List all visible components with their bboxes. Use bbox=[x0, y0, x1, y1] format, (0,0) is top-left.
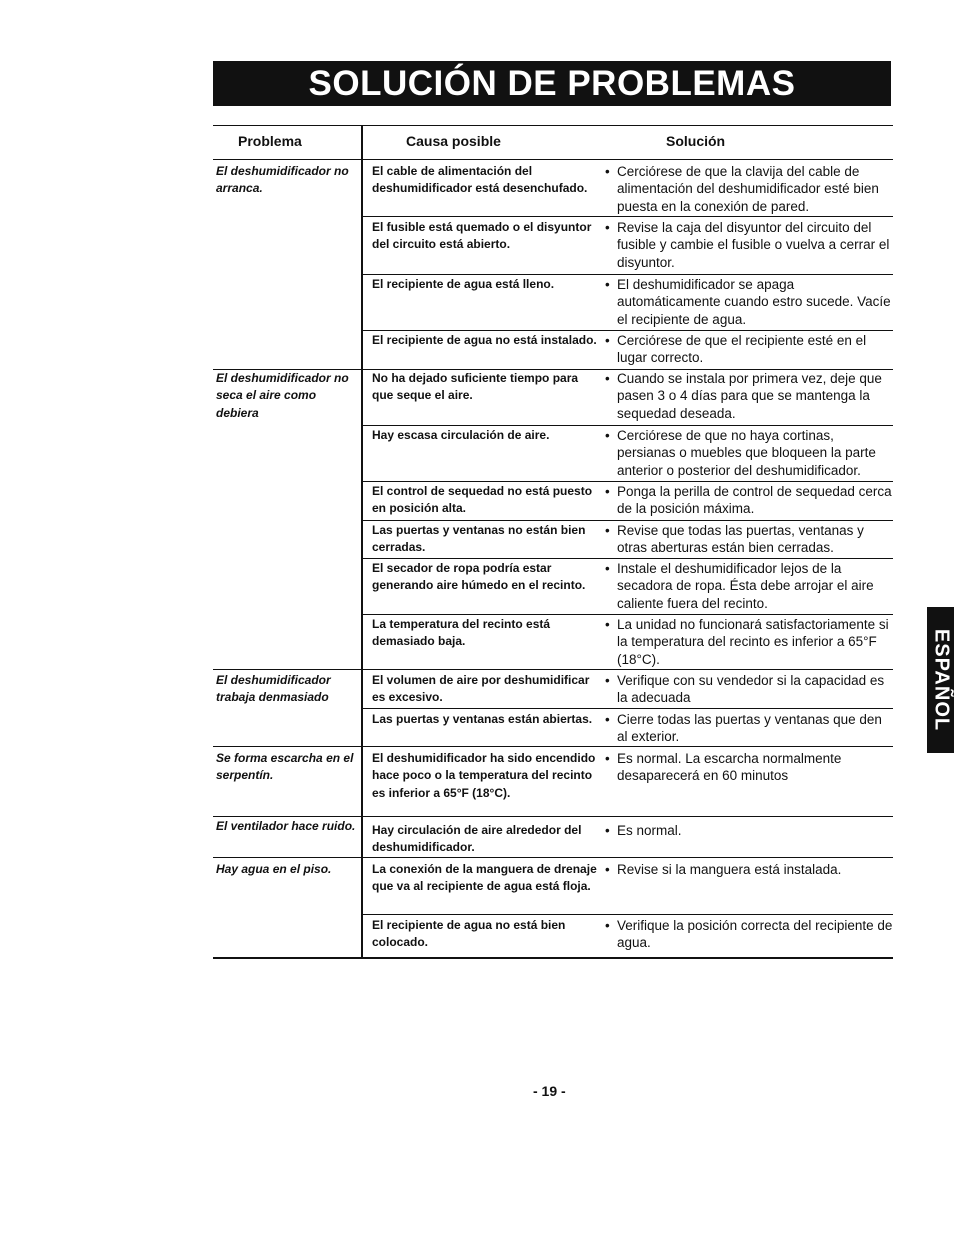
row-separator bbox=[362, 708, 893, 709]
solution-cell: • Ponga la perilla de control de sequedad cerca de la posición máxima. bbox=[605, 483, 893, 518]
cause-cell: El control de sequedad no está puesto en posición alta. bbox=[372, 484, 593, 516]
problem-separator bbox=[213, 669, 361, 670]
problem-separator bbox=[213, 857, 361, 858]
header-solution: Solución bbox=[666, 133, 726, 149]
problem-cell: El deshumidificador no arranca. bbox=[216, 164, 349, 196]
problem-cell: Hay agua en el piso. bbox=[216, 862, 332, 876]
solution-cell: • Cerciórese de que el recipiente esté en el lugar correcto. bbox=[605, 332, 893, 367]
solution-cell: • Cerciórese de que no haya cortinas, persianas o muebles que bloqueen la parte anterior o posterior del deshumidificador. bbox=[605, 427, 893, 479]
cause-cell: La temperatura del recinto está demasiado baja. bbox=[372, 617, 551, 649]
cause-cell: El recipiente de agua está lleno. bbox=[372, 277, 555, 291]
cause-cell: La conexión de la manguera de drenaje que va al recipiente de agua está floja. bbox=[372, 862, 597, 894]
cause-cell: El volumen de aire por deshumidificar es excesivo. bbox=[372, 673, 590, 705]
cause-cell: El cable de alimentación del deshumidificador está desenchufado. bbox=[372, 164, 588, 196]
row-separator bbox=[362, 816, 893, 817]
cause-cell: El recipiente de agua no está bien colocado. bbox=[372, 918, 566, 950]
solution-cell: • Cuando se instala por primera vez, deje que pasen 3 o 4 días para que se mantenga la sequedad deseada. bbox=[605, 370, 893, 422]
table-header bbox=[213, 125, 893, 160]
row-separator bbox=[362, 481, 893, 482]
cause-cell: Hay escasa circulación de aire. bbox=[372, 428, 550, 442]
row-separator bbox=[362, 274, 893, 275]
language-tab-label: ESPAÑOL bbox=[930, 628, 952, 732]
problem-cell: Se forma escarcha en el serpentín. bbox=[216, 751, 354, 783]
solution-cell: • Revise la caja del disyuntor del circuito del fusible y cambie el fusible o vuelva a cerrar el disyuntor. bbox=[605, 219, 893, 271]
cause-cell: El secador de ropa podría estar generando aire húmedo en el recinto. bbox=[372, 561, 586, 593]
solution-cell: • Revise si la manguera está instalada. bbox=[605, 861, 893, 878]
column-divider bbox=[361, 125, 363, 958]
table-bottom-rule bbox=[213, 957, 893, 959]
solution-cell: • El deshumidificador se apaga automáticamente cuando estro sucede. Vacíe el recipiente de agua. bbox=[605, 276, 893, 328]
cause-cell: Las puertas y ventanas están abiertas. bbox=[372, 712, 593, 726]
cause-cell: No ha dejado suficiente tiempo para que seque el aire. bbox=[372, 371, 579, 403]
solution-cell: • Revise que todas las puertas, ventanas y otras aberturas están bien cerradas. bbox=[605, 522, 893, 557]
problem-separator bbox=[213, 746, 361, 747]
language-tab bbox=[927, 607, 954, 753]
solution-cell: • La unidad no funcionará satisfactoriamente si la temperatura del recinto es inferior a 65°F (18°C). bbox=[605, 616, 893, 668]
cause-cell: El deshumidificador ha sido encendido hace poco o la temperatura del recinto es inferior a 65°F (18°C). bbox=[372, 751, 596, 800]
solution-cell: • Verifique la posición correcta del recipiente de agua. bbox=[605, 917, 893, 952]
row-separator bbox=[362, 746, 893, 747]
cause-cell: Las puertas y ventanas no están bien cerradas. bbox=[372, 523, 586, 555]
problem-cell: El deshumidificador trabaja denmasiado bbox=[216, 673, 331, 705]
page-number: - 19 - bbox=[533, 1083, 566, 1099]
solution-cell: • Cierre todas las puertas y ventanas que den al exterior. bbox=[605, 711, 893, 746]
row-separator bbox=[362, 216, 893, 217]
solution-cell: • Es normal. La escarcha normalmente desaparecerá en 60 minutos bbox=[605, 750, 893, 785]
header-problem: Problema bbox=[238, 133, 302, 149]
solution-cell: • Instale el deshumidificador lejos de la secadora de ropa. Ésta debe arrojar el aire caliente fuera del recinto. bbox=[605, 560, 893, 612]
row-separator bbox=[362, 558, 893, 559]
solution-cell: • Es normal. bbox=[605, 822, 893, 839]
row-separator bbox=[362, 425, 893, 426]
solution-cell: • Verifique con su vendedor si la capacidad es la adecuada bbox=[605, 672, 893, 707]
header-cause: Causa posible bbox=[406, 133, 501, 149]
problem-cell: El deshumidificador no seca el aire como debiera bbox=[216, 371, 349, 420]
solution-cell: • Cerciórese de que la clavija del cable de alimentación del deshumidificador esté bien puesta en la conexión de pared. bbox=[605, 163, 893, 215]
cause-cell: Hay circulación de aire alrededor del deshumidificador. bbox=[372, 823, 582, 855]
problem-cell: El ventilador hace ruido. bbox=[216, 819, 356, 833]
row-separator bbox=[362, 914, 893, 915]
page-title bbox=[213, 61, 891, 106]
cause-cell: El recipiente de agua no está instalado. bbox=[372, 333, 597, 347]
problem-separator bbox=[213, 816, 361, 817]
cause-cell: El fusible está quemado o el disyuntor del circuito está abierto. bbox=[372, 220, 592, 252]
row-separator bbox=[362, 857, 893, 858]
row-separator bbox=[362, 669, 893, 670]
row-separator bbox=[362, 520, 893, 521]
row-separator bbox=[362, 330, 893, 331]
row-separator bbox=[362, 614, 893, 615]
page-title-text: SOLUCIÓN DE PROBLEMAS bbox=[308, 63, 796, 103]
